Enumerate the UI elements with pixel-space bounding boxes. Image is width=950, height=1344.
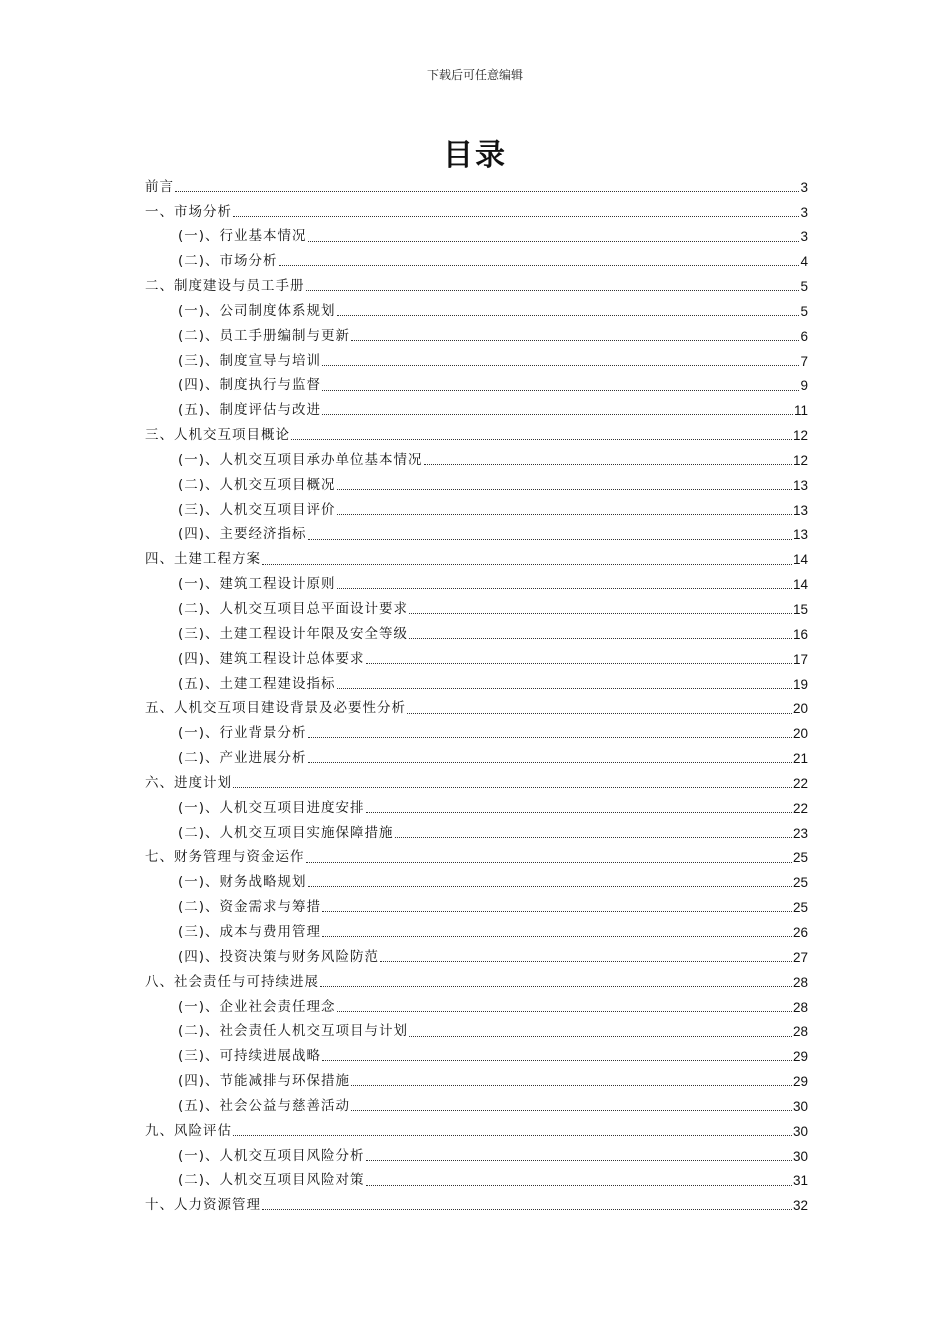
toc-dot-leader bbox=[409, 1036, 792, 1037]
toc-dot-leader bbox=[308, 539, 792, 540]
toc-dot-leader bbox=[407, 713, 792, 714]
toc-subsection-entry[interactable] bbox=[145, 498, 808, 523]
toc-subsection-entry[interactable] bbox=[145, 895, 808, 920]
toc-entry-page-number: 30 bbox=[792, 1123, 808, 1139]
toc-dot-leader bbox=[322, 936, 792, 937]
toc-dot-leader bbox=[279, 265, 800, 266]
toc-section-entry[interactable] bbox=[145, 423, 808, 448]
toc-entry-page-number: 13 bbox=[792, 502, 808, 518]
toc-dot-leader bbox=[366, 1160, 792, 1161]
toc-entry-label: (二)、产业进展分析 bbox=[178, 750, 307, 767]
toc-entry-label: 七、财务管理与资金运作 bbox=[145, 849, 305, 866]
toc-entry-page-number: 12 bbox=[792, 452, 808, 468]
toc-dot-leader bbox=[262, 564, 792, 565]
toc-dot-leader bbox=[337, 1011, 792, 1012]
toc-entry-page-number: 3 bbox=[800, 204, 808, 220]
toc-entry-label: (四)、投资决策与财务风险防范 bbox=[178, 948, 380, 965]
toc-entry-label: (五)、制度评估与改进 bbox=[178, 402, 322, 419]
toc-dot-leader bbox=[306, 290, 800, 291]
toc-subsection-entry[interactable] bbox=[145, 1020, 808, 1045]
toc-dot-leader bbox=[233, 787, 792, 788]
toc-entry-page-number: 20 bbox=[792, 701, 808, 717]
toc-dot-leader bbox=[322, 390, 799, 391]
toc-entry-page-number: 11 bbox=[793, 403, 808, 419]
toc-entry-label: (一)、行业基本情况 bbox=[178, 228, 307, 245]
toc-entry-label: (二)、资金需求与筹措 bbox=[178, 899, 322, 916]
toc-dot-leader bbox=[395, 837, 792, 838]
toc-entry-page-number: 25 bbox=[792, 900, 808, 916]
toc-dot-leader bbox=[175, 191, 799, 192]
toc-section-entry[interactable] bbox=[145, 846, 808, 871]
toc-entry-label: 八、社会责任与可持续进展 bbox=[145, 973, 319, 990]
toc-dot-leader bbox=[351, 1085, 792, 1086]
toc-subsection-entry[interactable] bbox=[145, 448, 808, 473]
toc-dot-leader bbox=[337, 688, 792, 689]
toc-entry-page-number: 14 bbox=[792, 577, 808, 593]
toc-entry-page-number: 13 bbox=[792, 527, 808, 543]
toc-entry-label: (二)、人机交互项目实施保障措施 bbox=[178, 824, 394, 841]
toc-entry-label: (一)、人机交互项目进度安排 bbox=[178, 799, 365, 816]
toc-entry-page-number: 30 bbox=[792, 1098, 808, 1114]
toc-subsection-entry[interactable] bbox=[145, 473, 808, 498]
toc-section-entry[interactable] bbox=[145, 970, 808, 995]
toc-dot-leader bbox=[366, 812, 792, 813]
toc-subsection-entry[interactable] bbox=[145, 1045, 808, 1070]
toc-entry-label: 一、市场分析 bbox=[145, 203, 232, 220]
toc-dot-leader bbox=[380, 961, 792, 962]
toc-entry-label: 三、人机交互项目概论 bbox=[145, 427, 290, 444]
toc-subsection-entry[interactable] bbox=[145, 399, 808, 424]
toc-entry-page-number: 19 bbox=[792, 676, 808, 692]
toc-dot-leader bbox=[320, 986, 792, 987]
toc-entry-page-number: 4 bbox=[800, 254, 808, 270]
toc-dot-leader bbox=[366, 1185, 792, 1186]
toc-entry-page-number: 6 bbox=[800, 328, 808, 344]
toc-entry-page-number: 17 bbox=[792, 651, 808, 667]
toc-entry-label: (四)、制度执行与监督 bbox=[178, 377, 322, 394]
toc-dot-leader bbox=[322, 414, 793, 415]
header-note: 下载后可任意编辑 bbox=[426, 68, 523, 82]
toc-dot-leader bbox=[409, 613, 792, 614]
toc-dot-leader bbox=[337, 514, 792, 515]
toc-entry-label: (一)、企业社会责任理念 bbox=[178, 998, 336, 1015]
toc-dot-leader bbox=[424, 464, 792, 465]
toc-subsection-entry[interactable] bbox=[145, 349, 808, 374]
toc-section-entry[interactable] bbox=[145, 697, 808, 722]
toc-entry-page-number: 21 bbox=[792, 751, 808, 767]
toc-entry-page-number: 31 bbox=[792, 1173, 808, 1189]
toc-dot-leader bbox=[308, 241, 800, 242]
toc-subsection-entry[interactable] bbox=[145, 622, 808, 647]
toc-dot-leader bbox=[306, 862, 792, 863]
toc-dot-leader bbox=[337, 315, 800, 316]
toc-subsection-entry[interactable] bbox=[145, 647, 808, 672]
toc-dot-leader bbox=[233, 1135, 792, 1136]
toc-entry-label: 六、进度计划 bbox=[145, 774, 232, 791]
toc-entry-label: (一)、行业背景分析 bbox=[178, 725, 307, 742]
toc-entry-page-number: 3 bbox=[800, 179, 808, 195]
toc-entry-label: (一)、财务战略规划 bbox=[178, 874, 307, 891]
toc-dot-leader bbox=[262, 1209, 792, 1210]
toc-entry-label: (二)、市场分析 bbox=[178, 253, 278, 270]
toc-entry-label: (二)、社会责任人机交互项目与计划 bbox=[178, 1023, 409, 1040]
toc-entry-label: 二、制度建设与员工手册 bbox=[145, 278, 305, 295]
toc-subsection-entry[interactable] bbox=[145, 324, 808, 349]
toc-subsection-entry[interactable] bbox=[145, 299, 808, 324]
toc-entry-page-number: 3 bbox=[800, 229, 808, 245]
toc-subsection-entry[interactable] bbox=[145, 995, 808, 1020]
toc-section-entry[interactable] bbox=[145, 548, 808, 573]
toc-section-entry[interactable] bbox=[145, 1194, 808, 1219]
toc-entry-label: (三)、成本与费用管理 bbox=[178, 923, 322, 940]
toc-entry-page-number: 23 bbox=[792, 825, 808, 841]
toc-list bbox=[145, 175, 808, 1218]
toc-entry-label: (二)、人机交互项目风险对策 bbox=[178, 1172, 365, 1189]
toc-subsection-entry[interactable] bbox=[145, 250, 808, 275]
toc-subsection-entry[interactable] bbox=[145, 722, 808, 747]
toc-entry-label: (五)、土建工程建设指标 bbox=[178, 675, 336, 692]
toc-entry-page-number: 13 bbox=[792, 477, 808, 493]
toc-entry-page-number: 32 bbox=[792, 1198, 808, 1214]
toc-entry-label: (二)、人机交互项目总平面设计要求 bbox=[178, 601, 409, 618]
toc-entry-label: (四)、主要经济指标 bbox=[178, 526, 307, 543]
toc-subsection-entry[interactable] bbox=[145, 374, 808, 399]
toc-dot-leader bbox=[233, 216, 799, 217]
toc-entry-label: (三)、土建工程设计年限及安全等级 bbox=[178, 625, 409, 642]
toc-subsection-entry[interactable] bbox=[145, 573, 808, 598]
toc-section-entry[interactable] bbox=[145, 1119, 808, 1144]
toc-section-entry[interactable] bbox=[145, 274, 808, 299]
toc-entry-label: (三)、制度宣导与培训 bbox=[178, 352, 322, 369]
toc-entry-label: (四)、建筑工程设计总体要求 bbox=[178, 650, 365, 667]
toc-dot-leader bbox=[322, 1060, 792, 1061]
toc-subsection-entry[interactable] bbox=[145, 920, 808, 945]
toc-subsection-entry[interactable] bbox=[145, 1144, 808, 1169]
toc-entry-label: 前言 bbox=[145, 178, 174, 195]
toc-entry-page-number: 15 bbox=[792, 602, 808, 618]
toc-entry-page-number: 16 bbox=[792, 626, 808, 642]
toc-subsection-entry[interactable] bbox=[145, 597, 808, 622]
toc-section-entry[interactable] bbox=[145, 200, 808, 225]
toc-subsection-entry[interactable] bbox=[145, 1169, 808, 1194]
toc-entry-page-number: 22 bbox=[792, 800, 808, 816]
toc-entry-page-number: 29 bbox=[792, 1074, 808, 1090]
toc-entry-label: 九、风险评估 bbox=[145, 1122, 232, 1139]
toc-entry-label: 十、人力资源管理 bbox=[145, 1197, 261, 1214]
toc-entry-label: (三)、人机交互项目评价 bbox=[178, 501, 336, 518]
toc-subsection-entry[interactable] bbox=[145, 821, 808, 846]
toc-dot-leader bbox=[308, 762, 792, 763]
toc-entry-page-number: 28 bbox=[792, 1024, 808, 1040]
toc-entry-page-number: 28 bbox=[792, 974, 808, 990]
toc-entry-label: (一)、人机交互项目承办单位基本情况 bbox=[178, 451, 423, 468]
toc-title: 目录 bbox=[443, 138, 507, 173]
toc-entry-page-number: 25 bbox=[792, 875, 808, 891]
toc-dot-leader bbox=[322, 911, 792, 912]
toc-entry-label: 五、人机交互项目建设背景及必要性分析 bbox=[145, 700, 406, 717]
toc-entry-page-number: 5 bbox=[800, 303, 808, 319]
toc-entry-page-number: 9 bbox=[800, 378, 808, 394]
toc-entry-label: (四)、节能减排与环保措施 bbox=[178, 1073, 351, 1090]
toc-entry-page-number: 29 bbox=[792, 1049, 808, 1065]
toc-entry-page-number: 12 bbox=[792, 428, 808, 444]
toc-entry-label: (三)、可持续进展战略 bbox=[178, 1048, 322, 1065]
toc-section-entry[interactable] bbox=[145, 771, 808, 796]
toc-entry-page-number: 20 bbox=[792, 726, 808, 742]
toc-subsection-entry[interactable] bbox=[145, 1094, 808, 1119]
toc-entry-page-number: 28 bbox=[792, 999, 808, 1015]
toc-entry-page-number: 5 bbox=[800, 279, 808, 295]
toc-entry-label: (二)、人机交互项目概况 bbox=[178, 476, 336, 493]
toc-subsection-entry[interactable] bbox=[145, 225, 808, 250]
toc-subsection-entry[interactable] bbox=[145, 523, 808, 548]
toc-entry-label: 四、土建工程方案 bbox=[145, 551, 261, 568]
toc-subsection-entry[interactable] bbox=[145, 1069, 808, 1094]
toc-subsection-entry[interactable] bbox=[145, 672, 808, 697]
toc-dot-leader bbox=[337, 489, 792, 490]
toc-section-entry[interactable] bbox=[145, 175, 808, 200]
toc-entry-page-number: 14 bbox=[792, 552, 808, 568]
toc-subsection-entry[interactable] bbox=[145, 746, 808, 771]
toc-dot-leader bbox=[308, 886, 792, 887]
toc-entry-page-number: 25 bbox=[792, 850, 808, 866]
toc-subsection-entry[interactable] bbox=[145, 796, 808, 821]
toc-subsection-entry[interactable] bbox=[145, 871, 808, 896]
toc-subsection-entry[interactable] bbox=[145, 945, 808, 970]
toc-dot-leader bbox=[409, 638, 792, 639]
toc-dot-leader bbox=[351, 340, 799, 341]
toc-entry-page-number: 26 bbox=[792, 924, 808, 940]
toc-entry-label: (五)、社会公益与慈善活动 bbox=[178, 1097, 351, 1114]
toc-dot-leader bbox=[337, 588, 792, 589]
toc-entry-label: (一)、建筑工程设计原则 bbox=[178, 576, 336, 593]
toc-entry-page-number: 27 bbox=[792, 949, 808, 965]
toc-entry-label: (二)、员工手册编制与更新 bbox=[178, 327, 351, 344]
toc-entry-label: (一)、人机交互项目风险分析 bbox=[178, 1147, 365, 1164]
toc-dot-leader bbox=[308, 737, 792, 738]
toc-dot-leader bbox=[351, 1110, 792, 1111]
toc-entry-page-number: 22 bbox=[792, 775, 808, 791]
toc-dot-leader bbox=[366, 663, 792, 664]
toc-dot-leader bbox=[322, 365, 799, 366]
toc-entry-page-number: 7 bbox=[800, 353, 808, 369]
toc-entry-label: (一)、公司制度体系规划 bbox=[178, 302, 336, 319]
toc-dot-leader bbox=[291, 439, 792, 440]
toc-entry-page-number: 30 bbox=[792, 1148, 808, 1164]
